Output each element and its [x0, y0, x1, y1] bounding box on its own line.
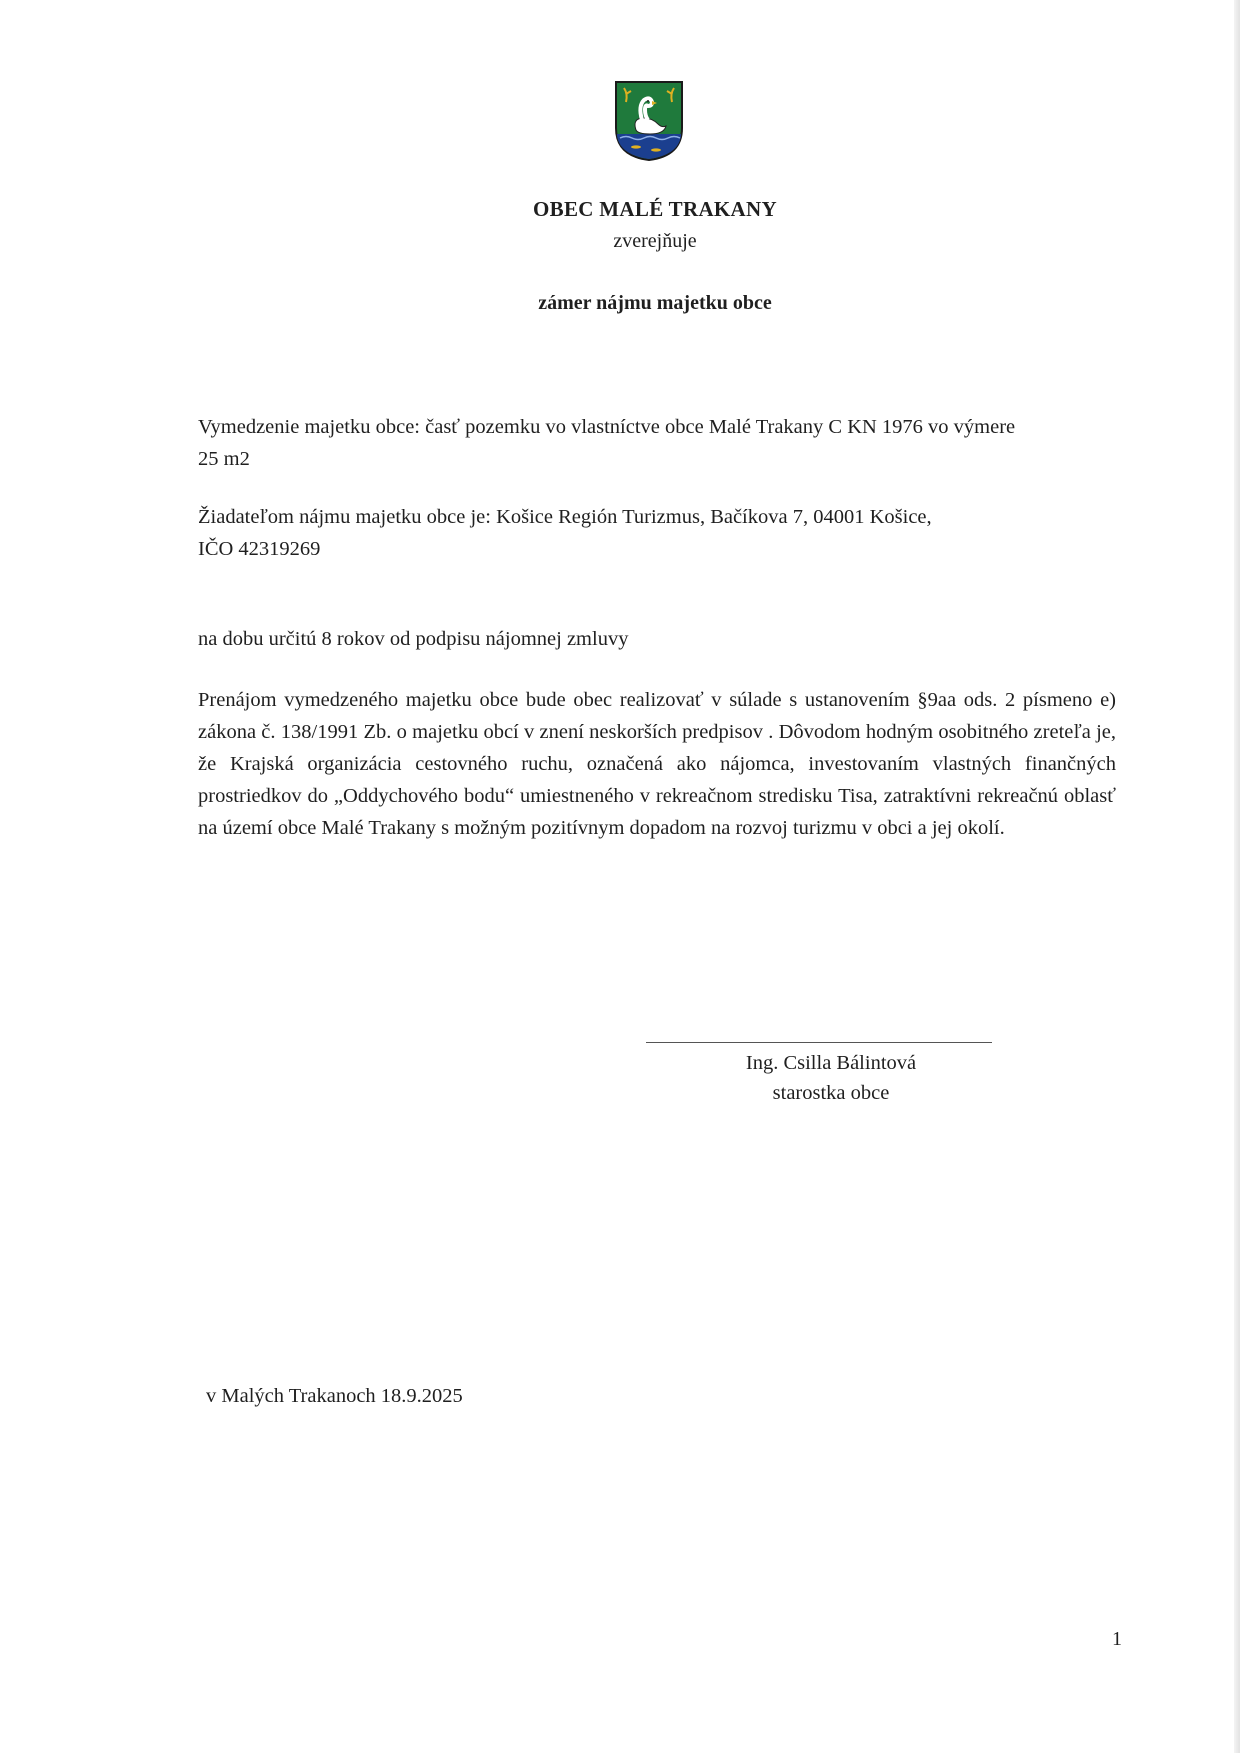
signature-line — [646, 1042, 992, 1043]
page-number: 1 — [1112, 1628, 1122, 1650]
signatory-name: Ing. Csilla Bálintová — [745, 1052, 917, 1074]
property-line-2: 25 m2 — [198, 448, 250, 470]
applicant-description — [198, 501, 1116, 565]
notice-heading: zámer nájmu majetku obce — [538, 292, 772, 314]
page-edge — [1234, 0, 1240, 1753]
place-and-date: v Malých Trakanoch 18.9.2025 — [206, 1385, 463, 1407]
publication-verb: zverejňuje — [613, 230, 697, 252]
lease-justification: Prenájom vymedzeného majetku obce bude obec realizovať v súlade s ustanovením §9aa ods. 2 písmeno e) zákona č. 138/1991 Zb. o majetku obcí v znení neskorších predpisov . Dôvodom hodným osobitného zreteľa je, že Krajská organizácia cestovného ruchu, označená ako nájomca, investovaním vlastných finančných prostriedkov do „Oddychového bodu“ umiestneného v rekreačnom stredisku Tisa, zatraktívni rekreačnú oblasť na území obce Malé Trakany s možným pozitívnym dopadom na rozvoj turizmu v obci a jej okolí. — [198, 689, 1116, 839]
lease-term: na dobu určitú 8 rokov od podpisu nájomnej zmluvy — [198, 628, 629, 650]
signatory-role: starostka obce — [772, 1082, 890, 1104]
property-description — [198, 411, 1116, 475]
applicant-line-1: Žiadateľom nájmu majetku obce je: Košice Región Turizmus, Bačíkova 7, 04001 Košice, — [198, 506, 932, 528]
coat-of-arms-icon — [614, 80, 684, 162]
property-line-1: Vymedzenie majetku obce: časť pozemku vo vlastníctve obce Malé Trakany C KN 1976 vo výmere — [198, 416, 1016, 438]
municipality-title: OBEC MALÉ TRAKANY — [533, 197, 777, 221]
applicant-line-2: IČO 42319269 — [198, 538, 321, 560]
